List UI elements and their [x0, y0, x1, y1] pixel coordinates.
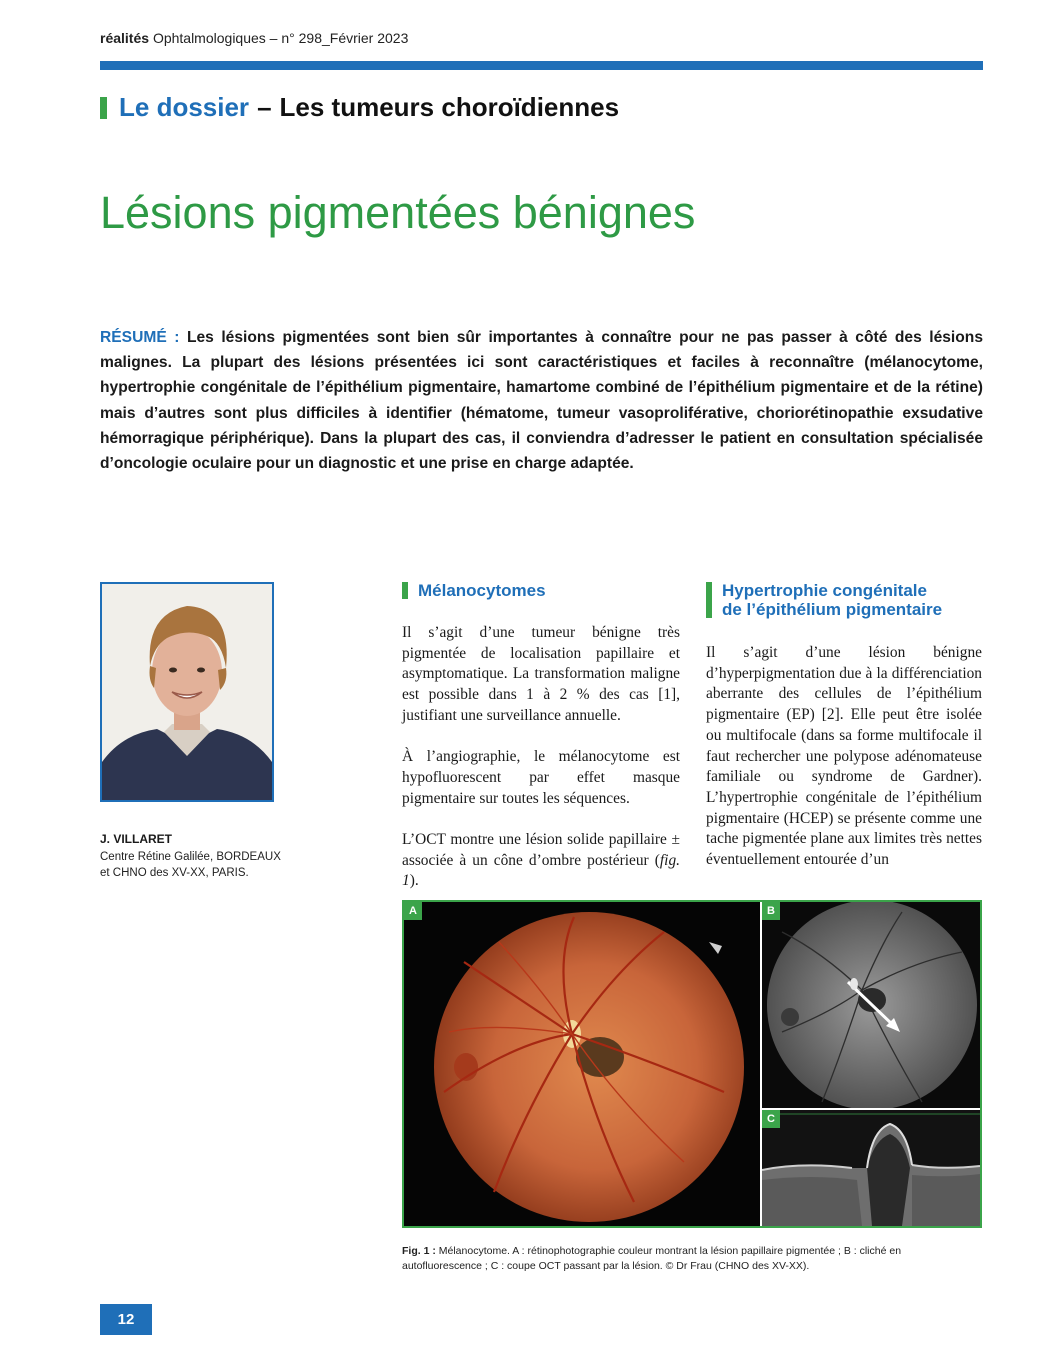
author-name: J. VILLARET — [100, 832, 173, 846]
author-portrait-image — [102, 584, 272, 800]
section1-paragraph-1: Il s’agit d’une tumeur bénigne très pigmentée de localisation papillaire et asymptomatique. La transformation maligne est possible dans 1 à 2 % des cas [1], justifiant une surveillance annuelle. — [402, 624, 680, 724]
section1-paragraph-2: À l’angiographie, le mélanocytome est hypofluorescent par effet masque pigmentaire sur toutes les séquences. — [402, 748, 680, 807]
section1-paragraph-3 — [402, 830, 680, 892]
panel-label-c: C — [762, 1110, 780, 1128]
caption-text: Mélanocytome. A : rétinophotographie couleur montrant la lésion papillaire pigmentée ; B : cliché en autofluorescence ; C : coupe OCT passant par la lésion. © Dr Frau (CHNO des XV-XX). — [402, 1245, 902, 1272]
header-rule — [100, 61, 983, 70]
running-header — [100, 30, 408, 46]
section-marker — [706, 582, 712, 618]
journal-issue: Ophtalmologiques – n° 298_Février 2023 — [152, 30, 409, 46]
abstract-text: Les lésions pigmentées sont bien sûr importantes à connaître pour ne pas passer à côté des lésions malignes. La plupart des lésions présentées ici sont caractéristiques et faciles à reconnaître (mélanocytome, hypertrophie congénitale de l’épithélium pigmentaire, hamartome combiné de l’épithélium pigmentaire et de la rétine) mais d’autres sont plus difficiles à identifier (hématome, tumeur vasoproliférative, choriorétinopathie exsudative hémorragique périphérique). Dans la plupart des cas, il conviendra d’adresser le patient en consultation spécialisée d’oncologie oculaire pour un diagnostic et une prise en charge adaptée. — [100, 329, 983, 473]
page-number: 12 — [100, 1304, 152, 1335]
caption-label: Fig. 1 : — [402, 1245, 436, 1257]
section2-heading-line-2: de l’épithélium pigmentaire — [722, 600, 943, 619]
figure-panel-b — [762, 902, 980, 1108]
figure-panel-c — [762, 1110, 980, 1226]
panel-label-b: B — [762, 902, 780, 920]
author-photo — [100, 582, 274, 802]
figure-reference: fig. 1 — [402, 851, 680, 890]
section-marker — [402, 582, 408, 599]
article-title: Lésions pigmentées bénignes — [100, 187, 696, 238]
dossier-title: Les tumeurs choroïdiennes — [279, 92, 620, 122]
column-melanocytomes — [402, 623, 680, 913]
panel-label-a: A — [404, 902, 422, 920]
section-heading-hcep — [706, 581, 942, 619]
dossier-label: Le dossier — [119, 92, 250, 122]
dossier-heading — [100, 92, 619, 123]
author-affiliation — [100, 849, 281, 881]
affiliation-line-1: Centre Rétine Galilée, BORDEAUX — [100, 851, 281, 863]
section1-p3-end: ). — [409, 872, 419, 890]
section1-p3-start: L’OCT montre une lésion solide papillaire ± associée à un cône d’ombre postérieur ( — [402, 831, 680, 869]
section2-paragraph-1: Il s’agit d’une lésion bénigne d’hyperpigmentation due à la différenciation aberrante des cellules de l’épithélium pigmentaire (EP) [2]. Elle peut être isolée ou multifocale (dans sa forme multifocale il faut rechercher une polypose adénomateuse familiale ou syndrome de Gardner). L’hypertrophie congénitale de l’épithélium pigmentaire (HCEP) se présente comme une tache pigmentée plane aux limites très nettes éventuellement entourée d’un — [706, 644, 982, 869]
journal-brand: réalités — [100, 30, 150, 46]
autofluorescence-image — [762, 902, 980, 1108]
dossier-separator: – — [257, 92, 272, 122]
section2-heading-text — [722, 581, 942, 619]
section2-heading-line-1: Hypertrophie congénitale — [722, 581, 927, 600]
dossier-marker — [100, 97, 107, 119]
figure-1 — [402, 900, 982, 1228]
figure-caption — [402, 1244, 982, 1274]
abstract-keyword: RÉSUMÉ : — [100, 329, 180, 346]
oct-scan-image — [762, 1110, 980, 1226]
affiliation-line-2: et CHNO des XV-XX, PARIS. — [100, 867, 249, 879]
section1-heading-text: Mélanocytomes — [418, 581, 546, 600]
section-heading-melanocytomes — [402, 581, 546, 600]
abstract — [100, 325, 983, 476]
column-hcep — [706, 643, 982, 883]
figure-panel-a — [404, 902, 760, 1226]
fundus-photo — [404, 902, 760, 1226]
